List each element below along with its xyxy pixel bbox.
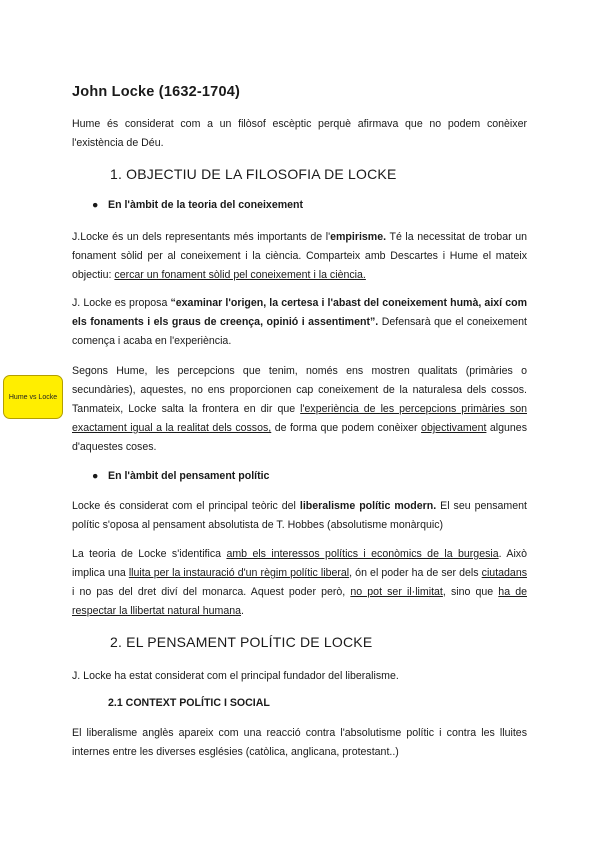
text-run: El seu pensament polític s'oposa al pensament absolutista de T. Hobbes (absolutisme monàrquic) bbox=[72, 500, 527, 531]
bullet-dot: ● bbox=[92, 470, 99, 482]
text-run: , sino que bbox=[442, 586, 499, 598]
theory-paragraph bbox=[72, 545, 527, 621]
text-run: J.Locke és un dels representants més importants de l' bbox=[72, 231, 331, 243]
perceptions-paragraph bbox=[72, 362, 527, 457]
text-run: Segons Hume, les percepcions que tenim, només ens mostren qualitats (primàries o secundàries), aquestes, no ens proporcionen cap coneixement de la naturalesa dels cossos. Tanmateix, Locke salta la frontera en dir que bbox=[72, 365, 527, 415]
text-run: . Això implica una bbox=[72, 548, 527, 579]
bullet-label: En l'àmbit de la teoria del coneixement bbox=[108, 199, 304, 211]
underlined-text: ha de respectar la llibertat natural humana bbox=[72, 586, 527, 617]
bullet-label: En l'àmbit del pensament polític bbox=[108, 470, 270, 482]
section-2-heading: 2. EL PENSAMENT POLÍTIC DE LOCKE bbox=[110, 634, 373, 650]
bullet-dot: ● bbox=[92, 199, 99, 211]
section-1-heading: 1. OBJECTIU DE LA FILOSOFIA DE LOCKE bbox=[110, 166, 397, 182]
text-run: . bbox=[241, 605, 244, 617]
liberalism-paragraph bbox=[72, 497, 527, 535]
bold-quote: “examinar l'origen, la certesa i l'abast del coneixement humà, així com els fonaments i els graus de creença, opinió i assentiment”. bbox=[72, 297, 527, 328]
text-run: Té la necessitat de trobar un fonament sòlid per al coneixement i la ciència. Comparteix amb Descartes i Hume el mateix objectiu: bbox=[72, 231, 528, 281]
bullet-knowledge-theory bbox=[92, 199, 303, 211]
bold-text: liberalisme polític modern. bbox=[299, 500, 437, 512]
intro-paragraph: Hume és considerat com a un filòsof escèptic perquè afirmava que no podem conèixer l'existència de Déu. bbox=[72, 118, 527, 149]
text-run: Locke és considerat com el principal teòric del bbox=[72, 500, 300, 512]
text-run: J. Locke es proposa bbox=[72, 297, 171, 309]
subsection-2-1-heading: 2.1 CONTEXT POLÍTIC I SOCIAL bbox=[108, 697, 270, 709]
bullet-political-thought bbox=[92, 470, 269, 482]
empiricism-paragraph bbox=[72, 228, 527, 285]
text-run: algunes d'aquestes coses. bbox=[72, 422, 527, 453]
text-run: de forma que podem conèixer bbox=[271, 422, 422, 434]
locke-proposal-paragraph bbox=[72, 294, 527, 351]
text-run: i no pas del dret diví del monarca. Aquest poder però, bbox=[72, 586, 351, 598]
bold-text: empirisme. bbox=[330, 231, 387, 243]
english-liberalism-paragraph: El liberalisme anglès apareix com una reacció contra l'absolutisme polític i contra les lluites internes entre les diverses esglésies (catòlica, anglicana, protestant..) bbox=[72, 727, 527, 758]
text-run: La teoria de Locke s'identifica bbox=[72, 548, 227, 560]
underlined-text: l'experiència de les percepcions primàries son exactament igual a la realitat dels cossos, bbox=[72, 403, 527, 434]
text-run: Defensarà que el coneixement comença i acaba en l'experiència. bbox=[72, 316, 528, 347]
text-run: , ón el poder ha de ser dels bbox=[349, 567, 482, 579]
sticky-note-text: Hume vs Locke bbox=[8, 393, 58, 401]
underlined-text: ciutadans bbox=[481, 567, 528, 579]
underlined-text: amb els interessos polítics i econòmics de la burgesia bbox=[226, 548, 499, 560]
page-title: John Locke (1632-1704) bbox=[72, 84, 240, 100]
underlined-text: objectivament bbox=[421, 422, 487, 434]
sticky-note-comment[interactable] bbox=[3, 375, 63, 419]
underlined-text: lluita per la instauració d'un règim polític liberal bbox=[128, 567, 350, 579]
underlined-text: cercar un fonament sòlid pel coneixement i la ciència. bbox=[114, 269, 366, 281]
underlined-text: no pot ser il·limitat bbox=[350, 586, 443, 598]
founder-paragraph: J. Locke ha estat considerat com el principal fundador del liberalisme. bbox=[72, 670, 399, 682]
